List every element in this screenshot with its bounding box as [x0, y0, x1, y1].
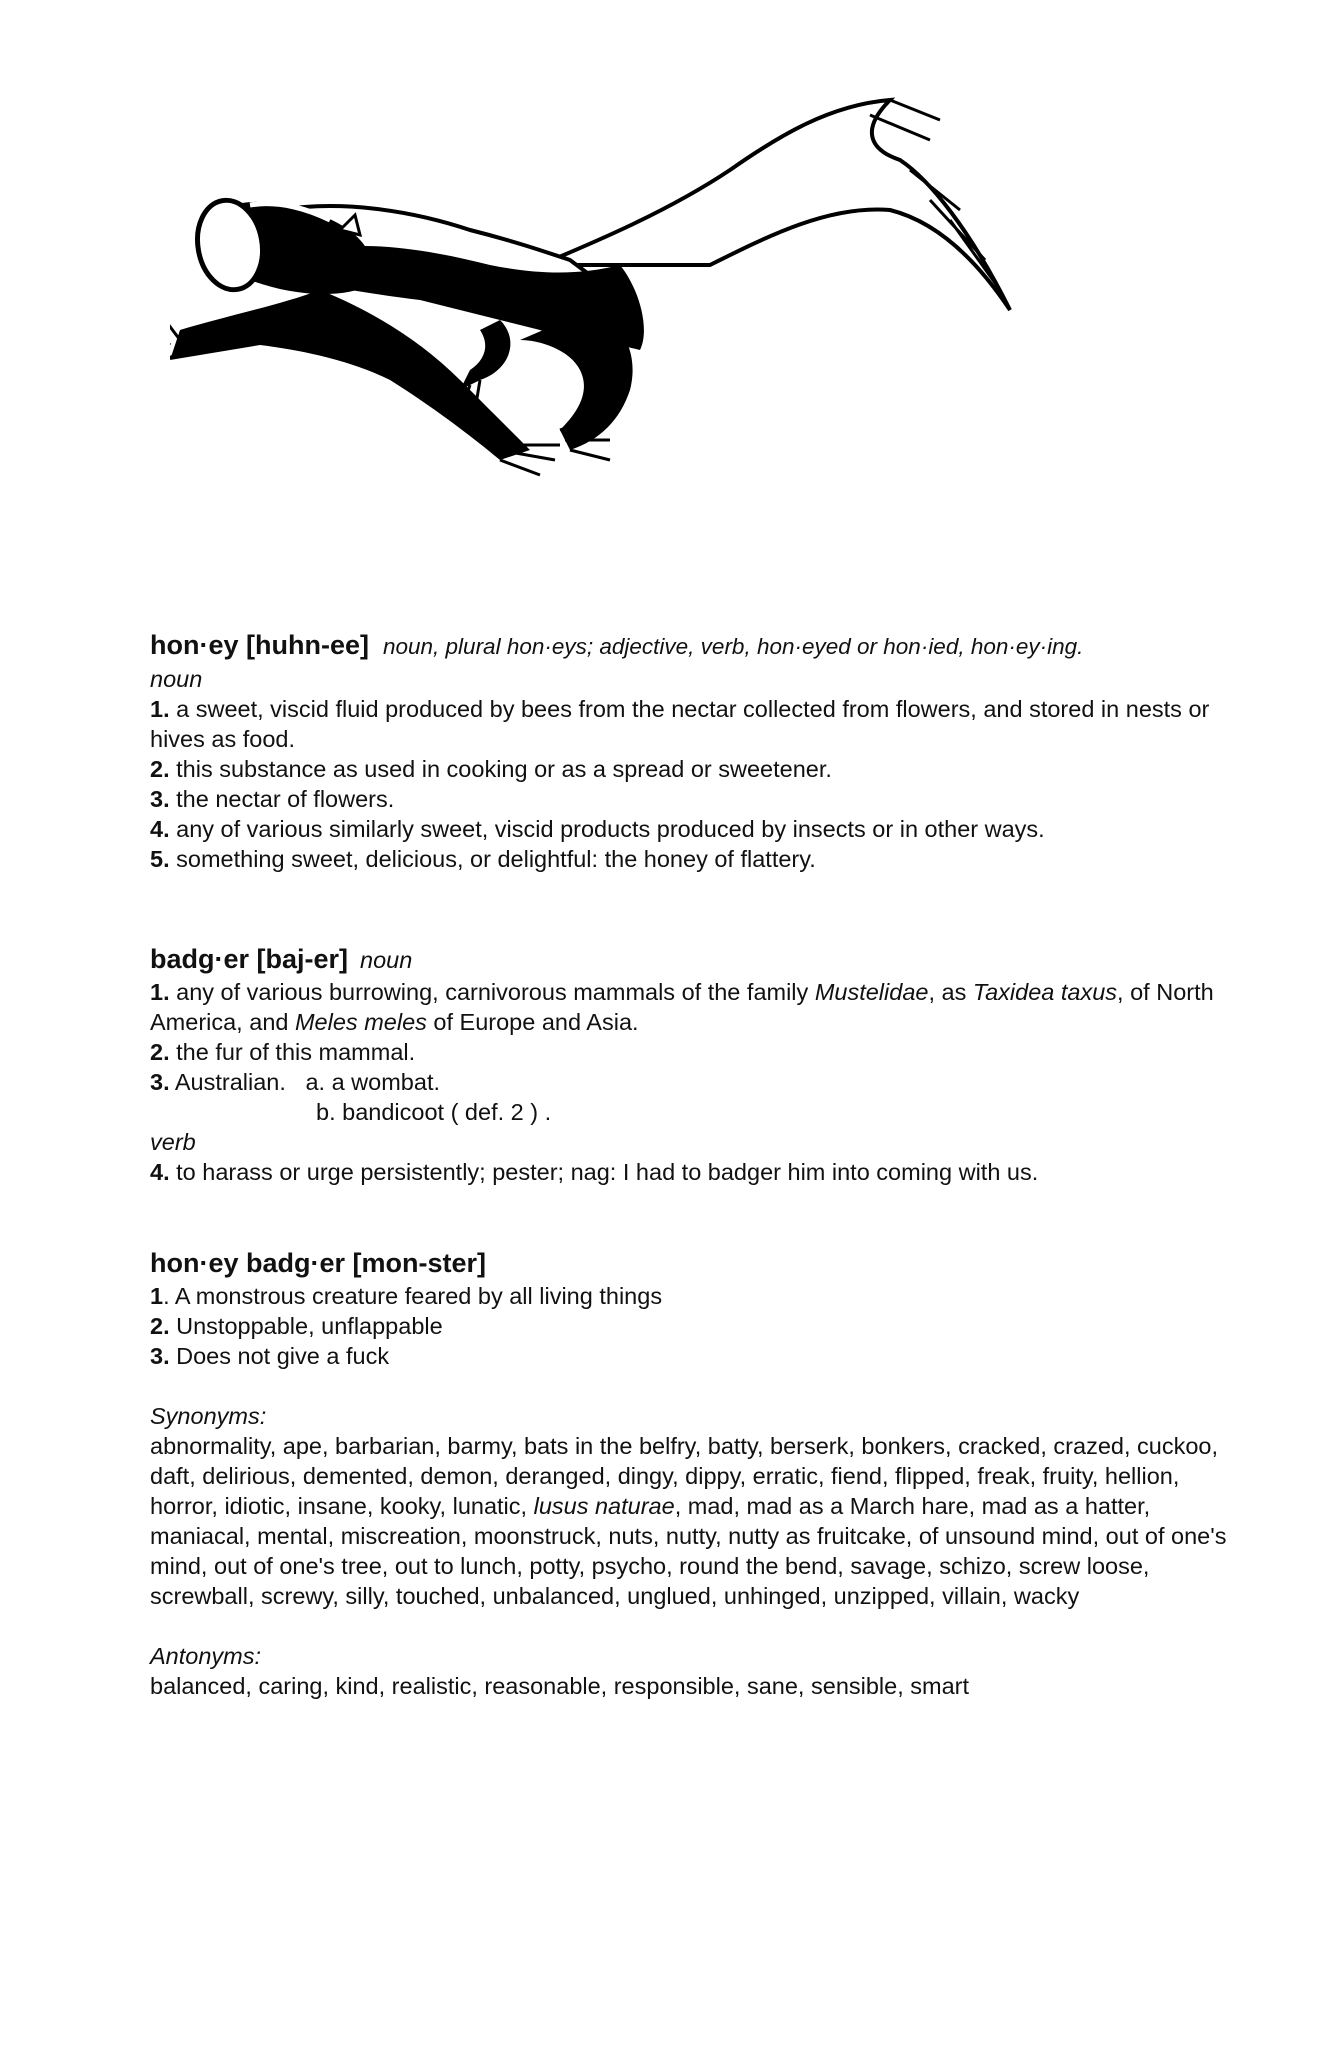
definition: 1. a sweet, viscid fluid produced by bees from the nectar collected from flowers, and stored in nests or hives as food.	[150, 696, 1210, 752]
inflection: noun, plural hon·eys; adjective, verb, hon·eyed or hon·ied, hon·ey·ing.	[382, 634, 1084, 659]
definition: 5. something sweet, delicious, or delightful: the honey of flattery.	[150, 846, 816, 872]
synonyms-list: abnormality, ape, barbarian, barmy, bats in the belfry, batty, berserk, bonkers, cracked, crazed, cuckoo, daft, delirious, demented, demon, deranged, dingy, dippy, erratic, fiend, flipped, freak, fruity, hellion, horror, idiotic, insane, kooky, lunatic, lusus naturae, mad, mad as a March hare, mad as a hatter, maniacal, mental, miscreation, moonstruck, nuts, nutty, nutty as fruitcake, of unsound mind, out of one's mind, out of one's tree, out to lunch, potty, psycho, round the bend, savage, schizo, screw loose, screwball, screwy, silly, touched, unbalanced, unglued, unhinged, unzipped, villain, wacky	[150, 1433, 1227, 1609]
definition: 2. Unstoppable, unflappable	[150, 1313, 443, 1339]
antonyms-list: balanced, caring, kind, realistic, reasonable, responsible, sane, sensible, smart	[150, 1673, 970, 1699]
part-of-speech: verb	[150, 1129, 196, 1155]
headword-line	[150, 628, 1230, 664]
headword: badg·er [baj-er]	[150, 944, 349, 974]
definition: 1. A monstrous creature feared by all living things	[150, 1283, 663, 1309]
synonyms-label: Synonyms:	[150, 1403, 267, 1429]
headword-line	[150, 1246, 1230, 1281]
definition: 3. Does not give a fuck	[150, 1343, 390, 1369]
honey-badger-drawing-icon	[170, 90, 1170, 540]
definition: 2. this substance as used in cooking or as a spread or sweetener.	[150, 756, 832, 782]
definition: 1. any of various burrowing, carnivorous mammals of the family Mustelidae, as Taxidea taxus, of North America, and Meles meles of Europe and Asia.	[150, 979, 1214, 1035]
antonyms-label: Antonyms:	[150, 1643, 262, 1669]
part-of-speech: noun	[150, 666, 203, 692]
sub-definition: b. bandicoot ( def. 2 ) .	[316, 1099, 552, 1125]
entry-badger	[150, 942, 1230, 1187]
part-of-speech: noun	[360, 947, 413, 973]
definition: 3. the nectar of flowers.	[150, 786, 395, 812]
entry-honey	[150, 628, 1230, 874]
headword-line	[150, 942, 1230, 977]
definition: 4. to harass or urge persistently; pester; nag: I had to badger him into coming with us.	[150, 1159, 1039, 1185]
definition: 3. Australian. a. a wombat.	[150, 1069, 440, 1095]
definition: 2. the fur of this mammal.	[150, 1039, 416, 1065]
headword: hon·ey [huhn-ee]	[150, 630, 369, 660]
entry-honey-badger	[150, 1246, 1230, 1701]
headword: hon·ey badg·er [mon-ster]	[150, 1248, 487, 1278]
definition: 4. any of various similarly sweet, viscid products produced by insects or in other ways.	[150, 816, 1045, 842]
